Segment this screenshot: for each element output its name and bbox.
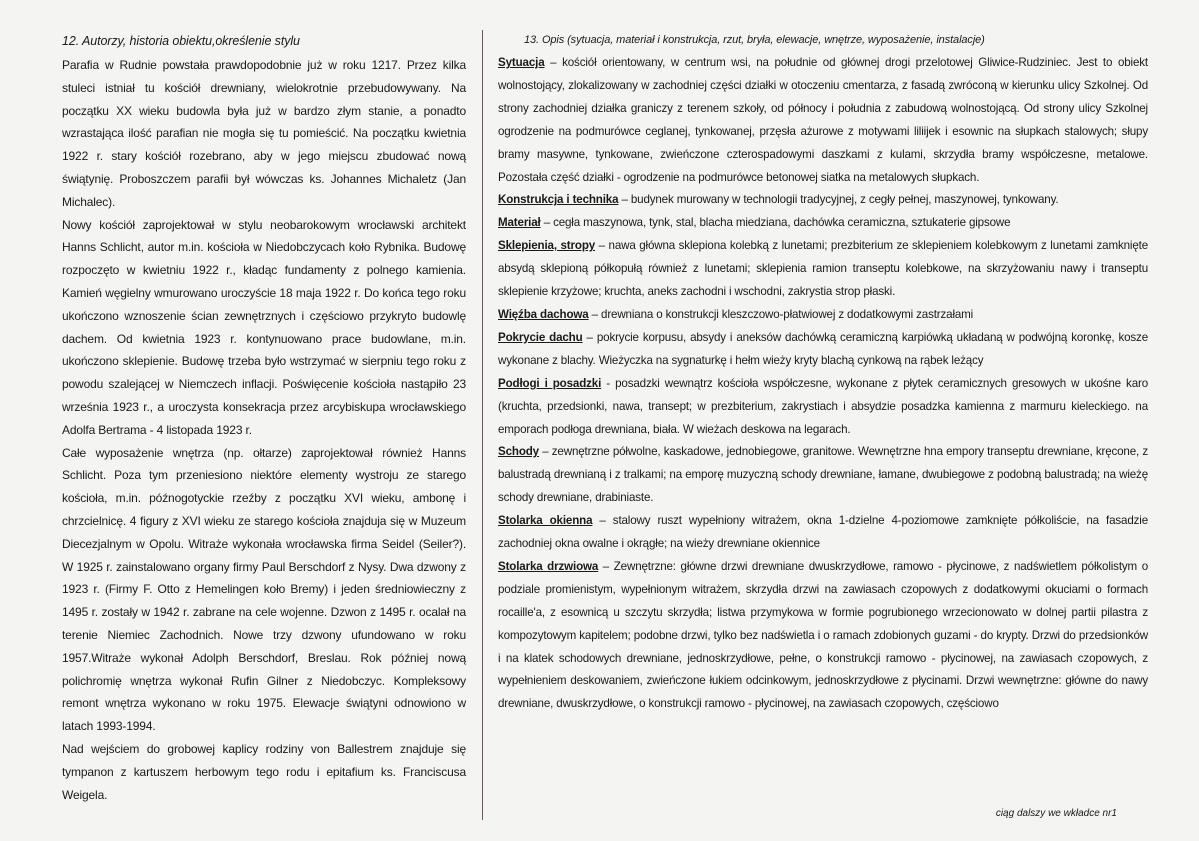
roofing-label: Pokrycie dachu — [498, 330, 583, 344]
roof-truss-label: Więźba dachowa — [498, 307, 589, 321]
floors-label: Podłogi i posadzki — [498, 376, 602, 390]
material-label: Materiał — [498, 216, 541, 230]
floors-text: - posadzki wewnątrz kościoła współczesne, wykonane z płytek ceramicznych gresowych w ukośne karo (kruchta, przedsionki, nawa, transept; w prezbiterium, zakrystiach i absydzie posadzka kamienna z marmuru kieleckiego. na emporach podłoga drewniana, biała. W wieżach deskowa na legarach. — [498, 376, 1149, 436]
section-13-heading: 13. Opis (sytuacja, materiał i konstrukcja, rzut, bryła, elewacje, wnętrze, wyposażenie, instalacje) — [524, 34, 985, 46]
continuation-note: ciąg dalszy we wkładce nr1 — [995, 808, 1117, 819]
description-roof-truss — [498, 304, 1148, 327]
material-text: – cegła maszynowa, tynk, stal, blacha miedziana, dachówka ceramiczna, sztukaterie gipsowe — [540, 216, 1011, 230]
situation-label: Sytuacja — [498, 56, 545, 69]
history-paragraph-1: Parafia w Rudnie powstała prawdopodobnie już w roku 1217. Przez kilka stuleci istniał tu kościół drewniany, wielokrotnie przebudowywany. Na początku XX wieku budowla była już w bardzo złym stanie, a ponadto wzrastająca ilość parafian nie mogła się tu pomieścić. Na początku kwietnia 1922 r. stary kościół rozebrano, aby w jego miejscu zbudować nową świątynię. Proboszczem parafii był wówczas ks. Johannes Michaletz (Jan Michalec). — [62, 58, 466, 209]
description-material — [498, 212, 1148, 235]
description-floors — [498, 373, 1148, 442]
construction-text: – budynek murowany w technologii tradycyjnej, z cegły pełnej, maszynowej, tynkowany. — [618, 193, 1059, 207]
description-vaults — [498, 235, 1148, 304]
vaults-label: Sklepienia, stropy — [498, 239, 596, 253]
description-construction — [498, 189, 1148, 212]
column-divider — [482, 30, 483, 820]
description-windows — [498, 510, 1148, 556]
section-12-heading: 12. Autorzy, historia obiektu,określenie stylu — [62, 34, 300, 48]
situation-text: – kościół orientowany, w centrum wsi, na południe od głównej drogi przelotowej Gliwice-Rudziniec. Jest to obiekt wolnostojący, zlokalizowany w zachodniej części działki w otoczeniu cmentarza, z fasadą zwróconą w kierunku ulicy Szkolnej. Od strony zachodniej działka graniczy z terenem szkoły, od północy i południa z zabudową wolnostojącą. Od strony ulicy Szkolnej ogrodzenie na podmurówce ceglanej, tynkowanej, przęsła ażurowe z motywami liliijek i esownic na słupkach stalowych; słupy bramy masywne, tynkowane, zwieńczone czterospadowymi daszkami z kulami, skrzydła bramy współczesne, metalowe. Pozostała część działki - ogrodzenie na podmurówce betonowej siatka na metalowych słupkach. — [498, 56, 1148, 184]
vaults-text: – nawa główna sklepiona kolebką z lunetami; prezbiterium ze sklepieniem kolebkowym z lunetami zamknięte absydą sklepioną półkopułą również z lunetami; sklepienia ramion transeptu kolebkowe, na skrzyżowaniu nawy i transeptu sklepienie krzyżowe; kruchta, aneks zachodni i wschodni, zakrystia strop płaski. — [498, 239, 1148, 299]
history-paragraph-2: Nowy kościół zaprojektował w stylu neobarokowym wrocławski architekt Hanns Schlicht, autor m.in. kościoła w Niedobczycach koło Rybnika. Budowę rozpoczęto w kwietniu 1922 r., kładąc fundamenty z polnego kamienia. Kamień węgielny wmurowano uroczyście 18 maja 1922 r. Do końca tego roku ukończono wznoszenie ścian zewnętrznych i częściowo przykryto budowlę dachem. Od kwietnia 1923 r. kontynuowano prace budowlane, m.in. ukończono sklepienie. Budowę trzeba było wstrzymać w sierpniu tego roku z powodu szalejącej w Niemczech inflacji. Poświęcenie kościoła nastąpiło 23 września 1923 r., a uroczysta konsekracja przez arcybiskupa wrocławskiego Adolfa Bertrama - 4 listopada 1923 r. — [62, 217, 466, 437]
stairs-label: Schody — [498, 445, 539, 459]
description-situation — [498, 52, 1148, 189]
windows-text: – stalowy ruszt wypełniony witrażem, okna 1-dzielne 4-poziomowe zamknięte półkoliście, na fasadzie zachodniej okna owalne i okrągłe; na wieży drewniane okiennice — [498, 514, 1148, 551]
roof-truss-text: – drewniana o konstrukcji kleszczowo-płatwiowej z dodatkowymi zastrzałami — [588, 307, 974, 321]
description-doors — [498, 556, 1148, 716]
doors-text: – Zewnętrzne: główne drzwi drewniane dwuskrzydłowe, ramowo - płycinowe, z nadświetlem półkolistym o podziale promienistym, wypełnionym witrażem, skrzydła drzwi na zawiasach czopowych z dodatkowymi okuciami o formach rocaille'a, z esownicą u szczytu skrzydła; listwa przymykowa w formie pogrubionego wrzecionowato w dolnej partii pilastra z kompozytowym kapitelem; podobne drzwi, tylko bez nadświetla i o ramach zdobionych guzami - do krypty. Drzwi do przedsionków i na klatek schodowych drewniane, jednoskrzydłowe, pełne, o konstrukcji ramowo - płycinowej, na zawiasach czopowych, z wypełnieniem deskowaniem, zwieńczone łukiem odcinkowym, jednoskrzydłowe z płycinami. Drzwi wewnętrzne: główne do nawy drewniane, dwuskrzydłowe, o konstrukcji ramowo - płycinowej, na zawiasach czopowych, częściowo — [498, 559, 1148, 711]
description-stairs — [498, 441, 1148, 510]
windows-label: Stolarka okienna — [498, 514, 593, 528]
history-paragraph-4: Nad wejściem do grobowej kaplicy rodziny von Ballestrem znajduje się tympanon z kartuszem herbowym tego rodu i epitafium ks. Franciscusa Weigela. — [62, 741, 466, 802]
right-column — [498, 34, 1148, 716]
history-paragraph-3: Całe wyposażenie wnętrza (np. ołtarze) zaprojektował również Hanns Schlicht. Poza tym przeniesiono niektóre elementy wystroju ze starego kościoła, m.in. późnogotyckie rzeźby z początku XVI wieku, ambonę i chrzcielnicę. 4 figury z XVI wieku ze starego kościoła znajduja się w Muzeum Diecezjalnym w Opolu. Witraże wykonała wrocławska firma Seidel (Seiler?). W 1925 r. zainstalowano organy firmy Paul Berschdorf z Nysy. Dwa dzwony z 1923 r. (Firmy F. Otto z Hemelingen koło Bremy) i jeden średniowieczny z 1495 r. zostały w 1942 r. zabrane na cele wojenne. Dzwon z 1495 r. ocalał na terenie Niemiec Zachodnich. Nowe trzy dzwony ufundowano w roku 1957.Witraże wykonał Adolph Berschdorf, Breslau. Rok później nową polichromię wnętrza wykonał Rufin Gilner z Niedobczyc. Kompleksowy remont wnętrza wykonano w roku 1975. Elewacje świątyni odnowiono w latach 1993-1994. — [62, 445, 466, 734]
roofing-text: – pokrycie korpusu, absydy i aneksów dachówką ceramiczną karpiówką układaną w podwójną koronkę, kosze wykonane z blachy. Wieżyczka na sygnaturkę i hełm wieży kryty blachą cynkową na rąbek leżący — [498, 330, 1149, 367]
description-roofing — [498, 327, 1148, 373]
construction-label: Konstrukcja i technika — [498, 193, 619, 207]
left-column — [62, 34, 466, 806]
doors-label: Stolarka drzwiowa — [498, 559, 599, 573]
stairs-text: – zewnętrzne półwolne, kaskadowe, jednobiegowe, granitowe. Wewnętrzne hna empory transeptu drewniane, kręcone, z balustradą drewnianą i z tralkami; na emporę muzyczną schody drewniane, łamane, dwubiegowe z podobną balustradą; na wieżę schody drewniane, drabiniaste. — [498, 445, 1148, 505]
